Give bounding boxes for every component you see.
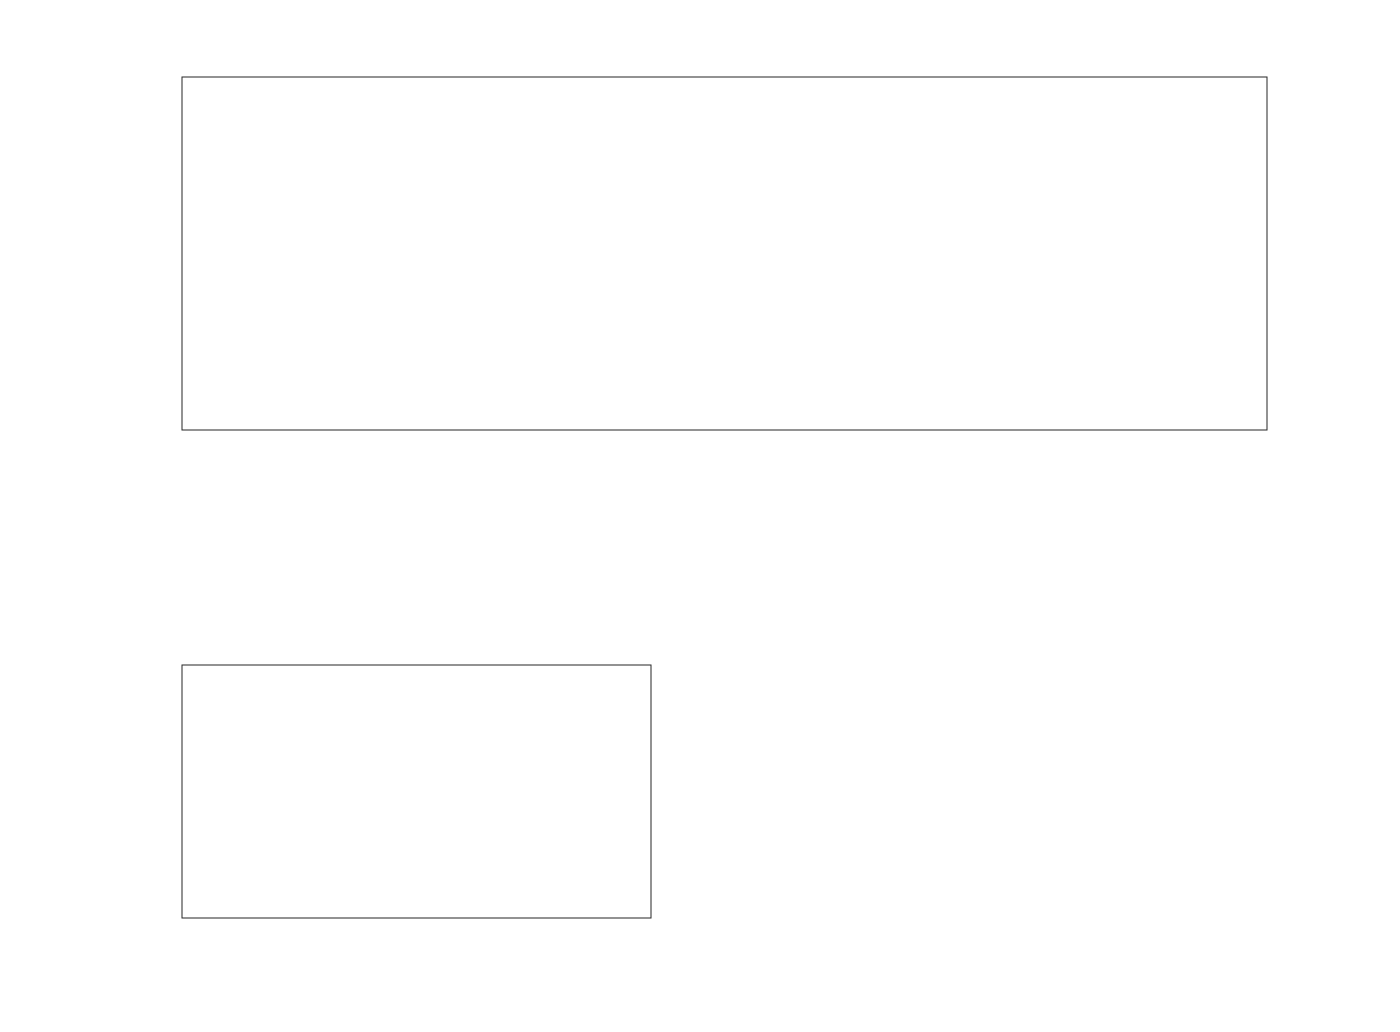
last-50-dives-chart — [182, 665, 651, 918]
top-chart-plot-area — [182, 77, 1267, 430]
full-mission-chart — [182, 77, 1267, 430]
bottom-chart-plot-area — [182, 665, 651, 918]
